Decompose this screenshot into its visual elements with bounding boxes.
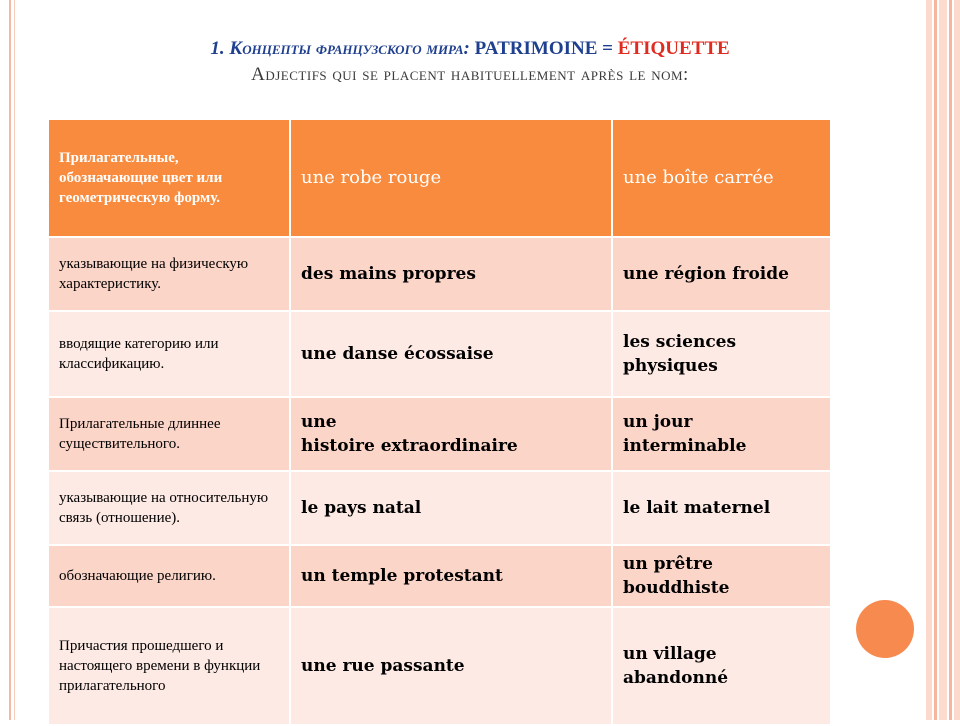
table-row (48, 119, 831, 237)
row-example-1: une histoire extraordinaire (290, 397, 612, 471)
row-example-2: un jour interminable (612, 397, 831, 471)
row-description: указывающие на физическую характеристику. (48, 237, 290, 311)
row-example-2: une région froide (612, 237, 831, 311)
title-word-patrimoine: PATRIMOINE (474, 38, 598, 59)
left-rule (9, 0, 11, 720)
subtitle: Adjectifs qui se placent habituellement après le nom: (251, 64, 689, 85)
row-description: вводящие категорию или классификацию. (48, 311, 290, 397)
decorative-circle (856, 600, 914, 658)
row-example-2: une boîte carrée (612, 119, 831, 237)
row-description: указывающие на относительную связь (отношение). (48, 471, 290, 545)
table-row (48, 311, 831, 397)
title-equals: = (597, 38, 618, 59)
row-example-1: un temple protestant (290, 545, 612, 607)
row-example-1: le pays natal (290, 471, 612, 545)
slide-title (0, 38, 900, 86)
row-example-2: les sciences physiques (612, 311, 831, 397)
title-concept: Концепты французского мира: (229, 38, 475, 59)
row-example-2: un prêtre bouddhiste (612, 545, 831, 607)
row-description: обозначающие религию. (48, 545, 290, 607)
table-row (48, 545, 831, 607)
row-description: Прилагательные длиннее существительного. (48, 397, 290, 471)
adjectives-table (47, 118, 832, 726)
row-example-2: le lait maternel (612, 471, 831, 545)
row-example-1: une rue passante (290, 607, 612, 725)
title-number: 1. (210, 38, 230, 59)
table-row (48, 237, 831, 311)
left-rule-thin (14, 0, 15, 720)
row-example-1: une robe rouge (290, 119, 612, 237)
row-example-1: des mains propres (290, 237, 612, 311)
table-row (48, 607, 831, 725)
row-example-1: une danse écossaise (290, 311, 612, 397)
table-row (48, 471, 831, 545)
title-line-1 (40, 38, 900, 60)
table-row (48, 397, 831, 471)
row-description: Причастия прошедшего и настоящего времени в функции прилагательного (48, 607, 290, 725)
title-word-etiquette: ÉTIQUETTE (617, 38, 730, 59)
row-description: Прилагательные, обозначающие цвет или геометрическую форму. (48, 119, 290, 237)
row-example-2: un village abandonné (612, 607, 831, 725)
right-decor-stripes (926, 0, 960, 720)
